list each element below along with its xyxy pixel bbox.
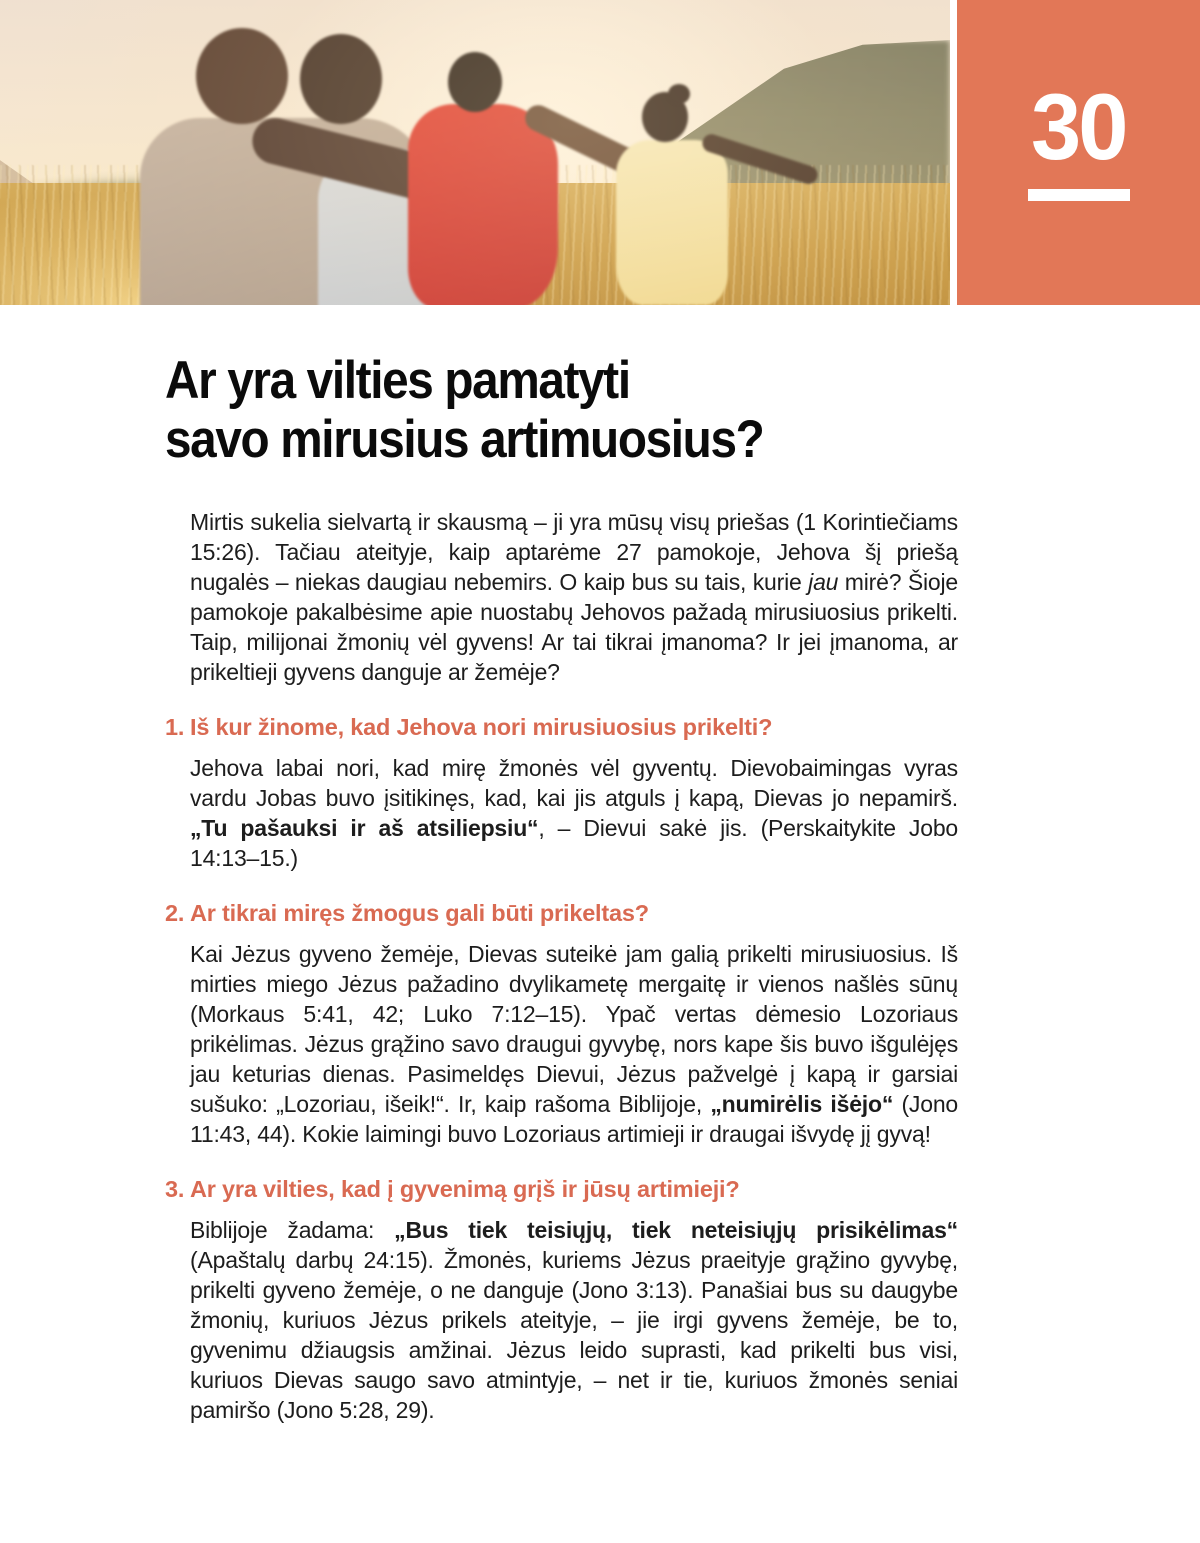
lesson-number-badge	[957, 0, 1200, 305]
question-text: Ar tikrai miręs žmogus gali būti prikeltas?	[190, 900, 649, 926]
question-heading-3	[165, 1175, 958, 1203]
question-text: Iš kur žinome, kad Jehova nori mirusiuosius prikelti?	[190, 714, 773, 740]
question-number: 3.	[165, 1176, 185, 1202]
page-title-line-2: savo mirusius artimuosius?	[165, 410, 764, 469]
section-paragraph-3: Biblijoje žadama: „Bus tiek teisiųjų, tiek neteisiųjų prisikėlimas“ (Apaštalų darbų 24:15). Žmonės, kuriems Jėzus praeityje grąžino gyvybę, prikelti gyveno žemėje, o ne danguje (Jono 3:13). Panašiai bus su daugybe žmonių, kuriuos Jėzus prikels ateityje, – jie irgi gyvens žemėje, be to, gyvenimu džiaugsis amžinai. Jėzus leido suprasti, kad prikelti bus visi, kuriuos Dievas saugo savo atmintyje, – net ir tie, kuriuos žmonės seniai pamiršo (Jono 5:28, 29).	[190, 1217, 958, 1423]
hero-photo	[0, 0, 950, 305]
hero-divider	[950, 0, 957, 305]
lesson-number-underline	[1028, 189, 1130, 201]
section-paragraph-2: Kai Jėzus gyveno žemėje, Dievas suteikė jam galią prikelti mirusiuosius. Iš mirties miego Jėzus pažadino dvylikametę mergaitę ir vienos našlės sūnų (Morkaus 5:41, 42; Luko 7:12–15). Ypač vertas dėmesio Lozoriaus prikėlimas. Jėzus grąžino savo draugui gyvybę, nors kape šis buvo išgulėjęs jau keturias dienas. Pasimeldęs Dievui, Jėzus pažvelgė į kapą ir garsiai sušuko: „Lozoriau, išeik!“. Ir, kaip rašoma Biblijoje, „numirėlis išėjo“ (Jono 11:43, 44). Kokie laimingi buvo Lozoriaus artimieji ir draugai išvydę jį gyvą!	[190, 941, 959, 1147]
question-number: 2.	[165, 900, 185, 926]
question-text: Ar yra vilties, kad į gyvenimą grįš ir jūsų artimieji?	[190, 1176, 740, 1202]
question-heading-1	[165, 713, 958, 741]
section-paragraph-1: Jehova labai nori, kad mirę žmonės vėl gyventų. Dievobaimingas vyras vardu Jobas buvo įsitikinęs, kad, kai jis atguls į kapą, Dievas jo nepamirš. „Tu pašauksi ir aš atsiliepsiu“, – Dievui sakė jis. (Perskaitykite Jobo 14:13–15.)	[190, 755, 959, 871]
hero-strip	[0, 0, 1200, 305]
question-heading-2	[165, 899, 958, 927]
page-title	[165, 351, 879, 469]
question-number: 1.	[165, 714, 185, 740]
page-title-line-1: Ar yra vilties pamatyti	[165, 351, 630, 410]
photo-sunlight-overlay	[0, 0, 950, 305]
intro-paragraph: Mirtis sukelia sielvartą ir skausmą – ji yra mūsų visų priešas (1 Korintiečiams 15:26). Tačiau ateityje, kaip aptarėme 27 pamokoje, Jehova šį priešą nugalės – niekas daugiau nebemirs. O kaip bus su tais, kurie jau mirė? Šioje pamokoje pakalbėsime apie nuostabų Jehovos pažadą mirusiuosius prikelti. Taip, milijonai žmonių vėl gyvens! Ar tai tikrai įmanoma? Ir jei įmanoma, ar prikeltieji gyvens danguje ar žemėje?	[190, 509, 958, 685]
lesson-number: 30	[1031, 74, 1126, 179]
article-body	[0, 305, 1200, 1425]
